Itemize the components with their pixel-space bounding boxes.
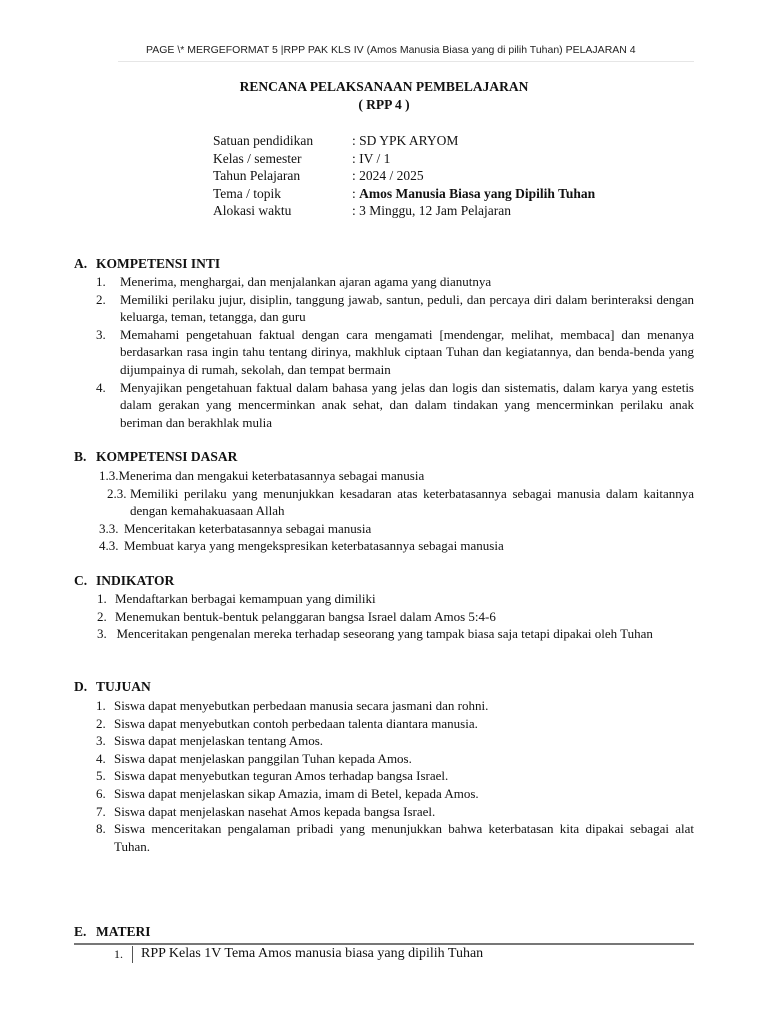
list-item <box>74 750 694 768</box>
section-letter: E. <box>74 924 87 939</box>
info-value: : 2024 / 2025 <box>352 168 424 184</box>
item-number: 2. <box>96 715 106 731</box>
info-label: Kelas / semester <box>213 150 302 166</box>
section-letter: A. <box>74 256 88 271</box>
item-number: 4. <box>96 750 106 766</box>
info-row <box>213 202 595 220</box>
info-value-prefix: : <box>352 185 360 201</box>
footer-separator <box>132 946 133 963</box>
section-letter: C. <box>74 573 88 588</box>
section-heading-tujuan <box>74 679 151 695</box>
item-number: 3. <box>97 626 107 642</box>
item-text: Menceritakan pengenalan mereka terhadap seseorang yang tampak biasa saja tetapi dipakai oleh Tuhan <box>116 626 653 642</box>
item-text: Menemukan bentuk-bentuk pelanggaran bangsa Israel dalam Amos 5:4-6 <box>115 608 496 624</box>
section-heading-kompetensi-dasar <box>74 449 237 465</box>
list-item <box>74 732 694 750</box>
item-number: 7. <box>96 803 106 819</box>
footer-divider <box>74 943 694 945</box>
list-item <box>74 537 694 555</box>
list-item <box>74 467 694 485</box>
list-item <box>74 767 694 785</box>
kompetensi-inti-list <box>74 273 694 431</box>
info-value: : 3 Minggu, 12 Jam Pelajaran <box>352 203 511 219</box>
item-text: Siswa dapat menjelaskan panggilan Tuhan kepada Amos. <box>114 750 412 766</box>
item-number: 2. <box>96 291 106 307</box>
item-text: Menceritakan keterbatasannya sebagai manusia <box>124 520 372 536</box>
info-value <box>352 185 595 203</box>
document-subtitle: ( RPP 4 ) <box>358 97 410 112</box>
list-item <box>74 590 694 608</box>
info-row <box>213 150 595 168</box>
item-text: Memiliki perilaku jujur, disiplin, tanggung jawab, santun, peduli, dan percaya diri dalam berinteraksi dengan keluarga, teman, tetangga, dan guru <box>120 291 694 325</box>
item-text: Menerima, menghargai, dan menjalankan ajaran agama yang dianutnya <box>120 274 492 289</box>
section-title: KOMPETENSI DASAR <box>96 449 238 464</box>
page-header: PAGE \* MERGEFORMAT 5 |RPP PAK KLS IV (Amos Manusia Biasa yang di pilih Tuhan) PELAJARAN 4 <box>118 44 694 62</box>
section-heading-kompetensi-inti <box>74 256 220 272</box>
item-number: 3. <box>96 733 106 749</box>
item-number: 2. <box>97 608 107 624</box>
item-number: 1. <box>96 274 106 289</box>
item-number: 3. <box>96 326 106 342</box>
tujuan-list <box>74 697 694 855</box>
item-text: Siswa dapat menjelaskan nasehat Amos kepada bangsa Israel. <box>114 803 436 819</box>
list-item <box>74 326 694 379</box>
section-title: KOMPETENSI INTI <box>96 256 221 271</box>
item-number: 5. <box>96 768 106 784</box>
section-letter: B. <box>74 449 87 464</box>
item-text: Siswa dapat menyebutkan contoh perbedaan talenta diantara manusia. <box>114 715 478 731</box>
section-title: INDIKATOR <box>96 573 175 588</box>
item-text: Mendaftarkan berbagai kemampuan yang dimiliki <box>115 591 376 606</box>
list-item <box>74 625 694 643</box>
footer-text: RPP Kelas 1V Tema Amos manusia biasa yang dipilih Tuhan <box>141 946 484 961</box>
info-row <box>213 132 595 150</box>
section-heading-materi <box>74 924 151 940</box>
list-item <box>74 820 694 855</box>
kompetensi-dasar-list <box>74 467 694 555</box>
identity-table <box>213 132 595 220</box>
list-item <box>74 803 694 821</box>
list-item <box>74 273 694 291</box>
list-item <box>74 697 694 715</box>
list-item <box>74 379 694 432</box>
item-text: Membuat karya yang mengekspresikan keterbatasannya sebagai manusia <box>124 538 504 554</box>
section-letter: D. <box>74 679 88 694</box>
item-text: Memahami pengetahuan faktual dengan cara mengamati [mendengar, melihat, membaca] dan menanya berdasarkan rasa ingin tahu tentang dirinya, makhluk ciptaan Tuhan dan kegiatannya, dan benda-benda yang dijumpainya di rumah, sekolah, dan tempat bermain <box>120 326 694 377</box>
indikator-list <box>74 590 694 643</box>
info-label: Tahun Pelajaran <box>213 168 301 184</box>
item-number: 1. <box>96 698 106 713</box>
info-value: : SD YPK ARYOM <box>352 133 459 148</box>
item-number: 2.3. <box>107 485 127 501</box>
list-item <box>74 608 694 626</box>
section-title: MATERI <box>96 924 151 939</box>
info-row <box>213 167 595 185</box>
item-number: 1. <box>97 591 107 606</box>
item-text: Siswa dapat menyebutkan perbedaan manusia secara jasmani dan rohni. <box>114 698 489 713</box>
footer-number: 1. <box>114 947 123 961</box>
info-label: Satuan pendidikan <box>213 133 314 148</box>
info-label: Tema / topik <box>213 185 282 201</box>
info-label: Alokasi waktu <box>213 203 292 219</box>
item-text: Siswa dapat menjelaskan sikap Amazia, imam di Betel, kepada Amos. <box>114 785 479 801</box>
item-text: Menerima dan mengakui keterbatasannya sebagai manusia <box>118 468 425 483</box>
info-row <box>213 185 595 203</box>
item-number: 4.3. <box>99 538 119 554</box>
list-item <box>74 785 694 803</box>
info-value: : IV / 1 <box>352 150 391 166</box>
list-item <box>74 520 694 538</box>
item-text: Siswa dapat menyebutkan teguran Amos terhadap bangsa Israel. <box>114 768 449 784</box>
section-title: TUJUAN <box>96 679 151 694</box>
item-text: Siswa dapat menjelaskan tentang Amos. <box>114 733 324 749</box>
item-number: 4. <box>96 379 106 395</box>
item-text: Siswa menceritakan pengalaman pribadi yang menunjukkan bahwa keterbatasan kita dipakai sebagai alat Tuhan. <box>114 821 694 854</box>
list-item <box>74 485 694 520</box>
theme-value: Amos Manusia Biasa yang Dipilih Tuhan <box>359 185 596 201</box>
item-text: Menyajikan pengetahuan faktual dalam bahasa yang jelas dan logis dan sistematis, dalam karya yang estetis dalam gerakan yang mencerminkan anak sehat, dan dalam tindakan yang mencerminkan perilaku anak beriman dan berakhlak mulia <box>120 379 694 430</box>
item-text: Memiliki perilaku yang menunjukkan kesadaran atas keterbatasannya sebagai manusia dalam kaitannya dengan kemahakuasaan Allah <box>130 485 694 519</box>
list-item <box>74 715 694 733</box>
item-number: 8. <box>96 821 106 837</box>
item-number: 1.3. <box>99 468 119 483</box>
page-footer <box>114 946 483 963</box>
document-title: RENCANA PELAKSANAAN PEMBELAJARAN <box>239 79 529 94</box>
list-item <box>74 291 694 326</box>
section-heading-indikator <box>74 573 174 589</box>
item-number: 3.3. <box>99 520 119 536</box>
item-number: 6. <box>96 785 106 801</box>
